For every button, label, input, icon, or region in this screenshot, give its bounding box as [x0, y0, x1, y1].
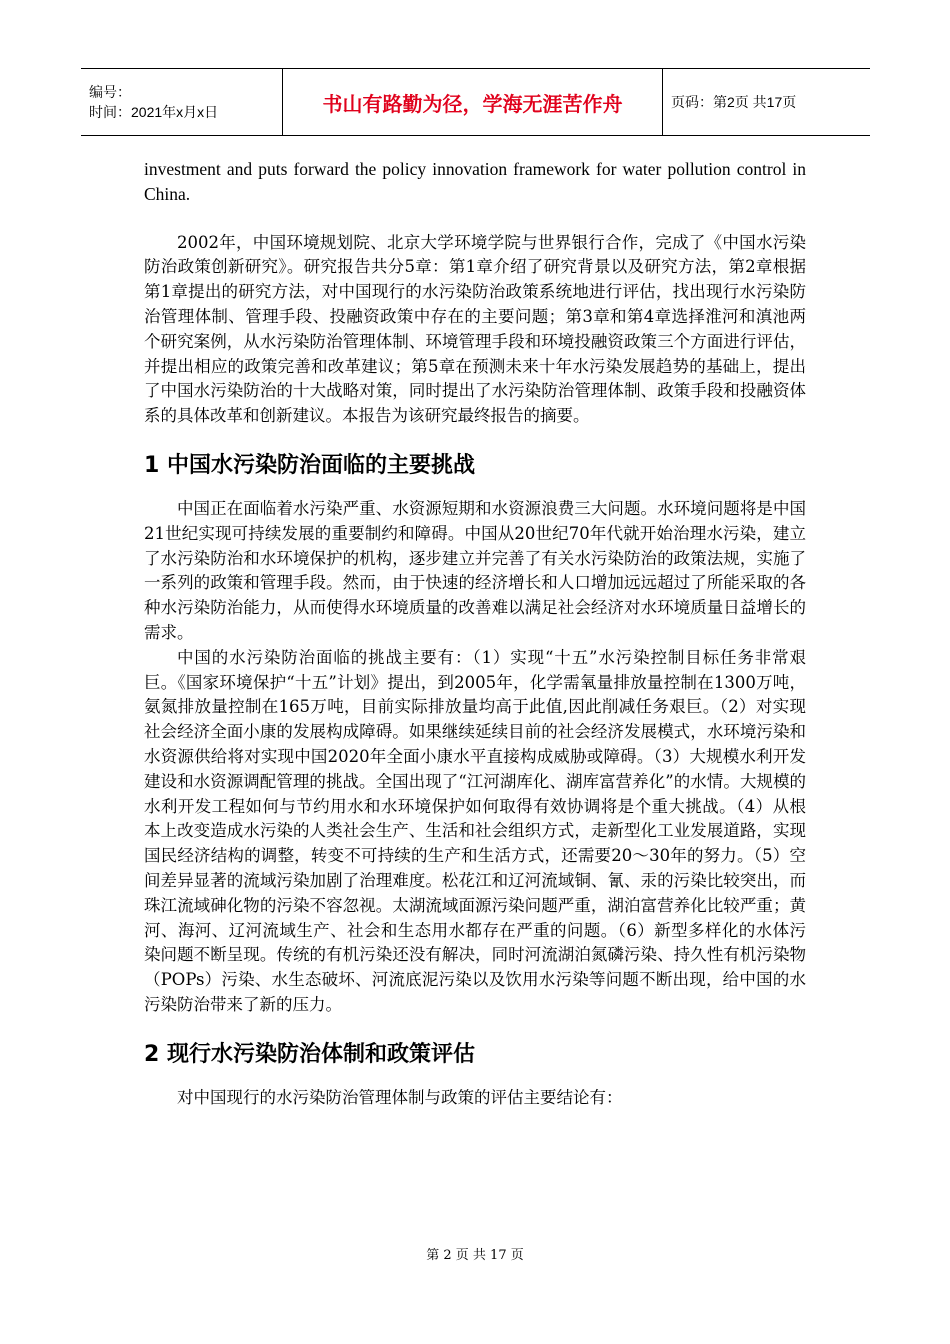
header-meta-cell — [81, 69, 283, 135]
document-number-label: 编号： — [89, 84, 131, 100]
header-page-cell — [663, 69, 870, 135]
document-time-label: 时间：2021年x月x日 — [89, 104, 219, 120]
section2-paragraph-1: 对中国现行的水污染防治管理体制与政策的评估主要结论有： — [177, 1087, 623, 1107]
spacer — [144, 207, 806, 231]
header-page-info: 页码：第2页 共17页 — [671, 94, 797, 110]
spacer — [144, 1070, 806, 1086]
section1-heading: 1 中国水污染防治面临的主要挑战 — [144, 452, 475, 478]
spacer — [144, 1018, 806, 1040]
english-abstract-tail: investment and puts forward the policy innovation framework for water pollution control in China. — [144, 159, 806, 204]
document-body — [144, 157, 806, 1111]
spacer — [144, 429, 806, 451]
section1-paragraph-2: 中国的水污染防治面临的挑战主要有：（1）实现“十五”水污染控制目标任务非常艰巨。《国家环境保护“十五”计划》提出，到2005年，化学需氧量排放量控制在1300万吨，氨氮排放量控制在165万吨，目前实际排放量均高于此值,因此削减任务艰巨。（2）对实现社会经济全面小康的发展构成障碍。如果继续延续目前的社会经济发展模式，水环境污染和水资源供给将对实现中国2020年全面小康水平直接构成威胁或障碍。（3）大规模水利开发建设和水资源调配管理的挑战。全国出现了“江河湖库化、湖库富营养化”的水情。大规模的水利开发工程如何与节约用水和水环境保护如何取得有效协调将是个重大挑战。（4）从根本上改变造成水污染的人类社会生产、生活和社会组织方式，走新型化工业发展道路，实现国民经济结构的调整，转变不可持续的生产和生活方式，还需要20～30年的努力。（5）空间差异显著的流域污染加剧了治理难度。松花江和辽河流域铜、氰、汞的污染比较突出，而珠江流域砷化物的污染不容忽视。太湖流域面源污染问题严重，湖泊富营养化比较严重；黄河、海河、辽河流域生产、社会和生态用水都存在严重的问题。（6）新型多样化的水体污染问题不断呈现。传统的有机污染还没有解决，同时河流湖泊氮磷污染、持久性有机污染物（POPs）污染、水生态破坏、河流底泥污染以及饮用水污染等问题不断出现，给中国的水污染防治带来了新的压力。 — [144, 647, 806, 1014]
intro-paragraph: 2002年，中国环境规划院、北京大学环境学院与世界银行合作，完成了《中国水污染防治政策创新研究》。研究报告共分5章：第1章介绍了研究背景以及研究方法，第2章根据第1章提出的研究方法，对中国现行的水污染防治政策系统地进行评估，找出现行水污染防治管理体制、管理手段、投融资政策中存在的主要问题；第3章和第4章选择淮河和滇池两个研究案例，从水污染防治管理体制、环境管理手段和环境投融资政策三个方面进行评估，并提出相应的政策完善和改革建议；第5章在预测未来十年水污染发展趋势的基础上，提出了中国水污染防治的十大战略对策，同时提出了水污染防治管理体制、政策手段和投融资体系的具体改革和创新建议。本报告为该研究最终报告的摘要。 — [144, 232, 806, 426]
section1-paragraph-1: 中国正在面临着水污染严重、水资源短期和水资源浪费三大问题。水环境问题将是中国21世纪实现可持续发展的重要制约和障碍。中国从20世纪70年代就开始治理水污染，建立了水污染防治和水环境保护的机构，逐步建立并完善了有关水污染防治的政策法规，实施了一系列的政策和管理手段。然而，由于快速的经济增长和人口增加远远超过了所能采取的各种水污染防治能力，从而使得水环境质量的改善难以满足社会经济对水环境质量日益增长的需求。 — [144, 498, 806, 642]
page-footer: 第 2 页 共 17 页 — [426, 1248, 524, 1263]
page-header — [81, 68, 870, 136]
spacer — [144, 481, 806, 497]
header-motto: 书山有路勤为径，学海无涯苦作舟 — [322, 91, 623, 116]
header-motto-cell — [283, 69, 663, 135]
section2-heading: 2 现行水污染防治体制和政策评估 — [144, 1041, 475, 1067]
